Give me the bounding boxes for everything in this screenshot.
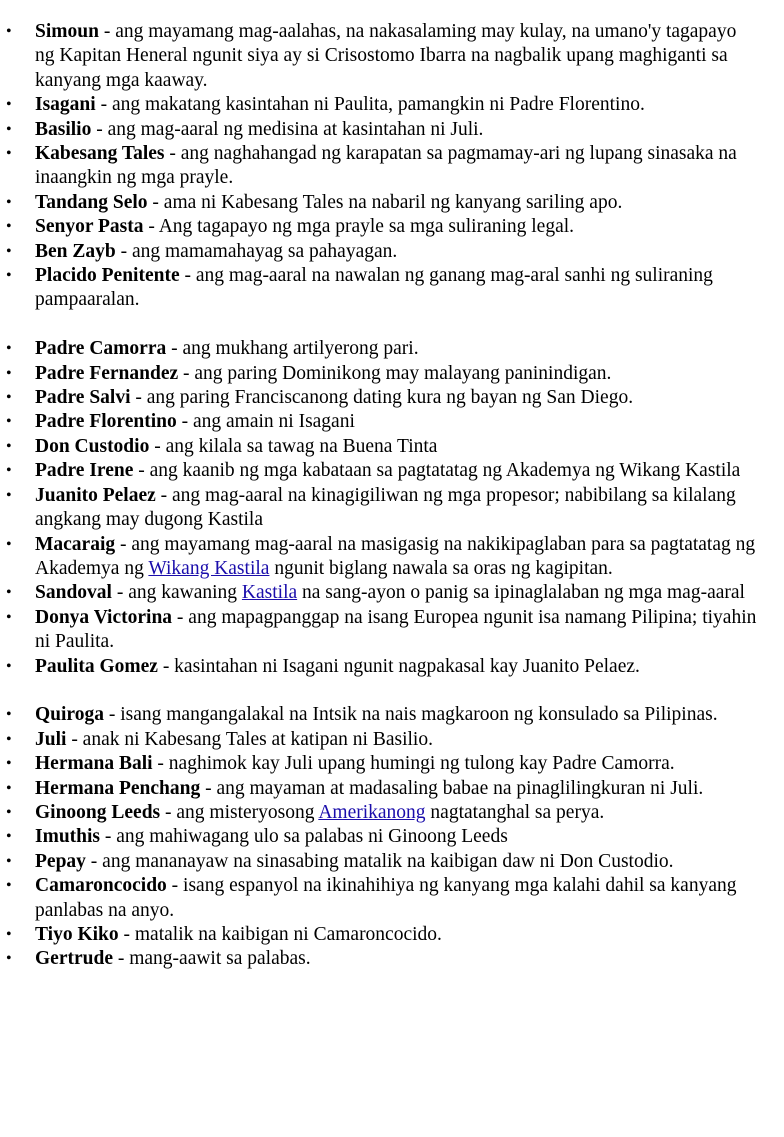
bullet-icon: • <box>6 950 12 968</box>
list-item <box>0 850 784 874</box>
character-name: Padre Fernandez <box>35 362 179 384</box>
character-description: - ang amain ni Isagani <box>176 411 355 433</box>
bullet-icon: • <box>6 364 12 382</box>
character-description: - ang misteryosong <box>160 801 319 823</box>
bullet-icon: • <box>6 96 12 114</box>
character-description: - ang mayamang mag-aalahas, na nakasalaming may kulay, na umano'y tagapayo ng Kapitan Heneral ngunit siya ay si Crisostomo Ibarra na nagbalik upang maghiganti sa kanyang mga kaaway. <box>35 21 737 91</box>
list-item <box>0 240 784 264</box>
character-description: - ang naghahangad ng karapatan sa pagmamay-ari ng lupang sinasaka na inaangkin ng mga prayle. <box>35 143 737 189</box>
character-description: - ang makatang kasintahan ni Paulita, pamangkin ni Padre Florentino. <box>95 94 645 116</box>
bullet-icon: • <box>6 926 12 943</box>
inline-link[interactable]: Amerikanong <box>318 801 426 823</box>
character-name: Juanito Pelaez <box>35 484 156 506</box>
bullet-icon: • <box>6 730 12 748</box>
character-description: nagtatanghal sa perya. <box>425 801 605 823</box>
character-description: - naghimok kay Juli upang humingi ng tulong kay Padre Camorra. <box>152 753 675 775</box>
character-description: - ang kaanib ng mga kabataan sa pagtatatag ng Akademya ng Wikang Kastila <box>133 460 741 482</box>
character-description: - anak ni Kabesang Tales at katipan ni Basilio. <box>66 728 433 750</box>
character-description: - matalik na kaibigan ni Camaroncocido. <box>118 924 442 945</box>
list-item <box>0 142 784 191</box>
list-item <box>0 606 784 655</box>
list-item <box>0 93 784 117</box>
list-item <box>0 215 784 239</box>
bullet-icon: • <box>6 803 12 821</box>
character-name: Hermana Bali <box>35 753 153 775</box>
character-name: Gertrude <box>35 948 113 970</box>
character-description: - isang espanyol na ikinahihiya ng kanyang mga kalahi dahil sa kanyang panlabas na anyo. <box>35 875 737 921</box>
bullet-icon: • <box>6 413 12 431</box>
character-description: - ang mag-aaral na kinagigiliwan ng mga propesor; nabibilang sa kilalang angkang may dugong Kastila <box>35 484 736 531</box>
bullet-icon: • <box>6 218 12 236</box>
bullet-icon: • <box>6 486 12 504</box>
character-name: Don Custodio <box>35 435 150 457</box>
bullet-icon: • <box>6 389 12 407</box>
character-description: - isang mangangalakal na Intsik na nais magkaroon ng konsulado sa Pilipinas. <box>103 704 718 726</box>
character-name: Ben Zayb <box>35 240 116 262</box>
list-item <box>0 923 784 947</box>
list-item <box>0 459 784 483</box>
list-item <box>0 777 784 801</box>
character-group <box>0 20 784 313</box>
list-item <box>0 533 784 582</box>
character-name: Placido Penitente <box>35 265 180 287</box>
character-description: - ama ni Kabesang Tales na nabaril ng kanyang sariling apo. <box>147 191 623 213</box>
character-description: - ang mamamahayag sa pahayagan. <box>115 240 398 262</box>
list-item <box>0 752 784 776</box>
character-name: Tiyo Kiko <box>35 924 119 945</box>
character-description: ngunit biglang nawala sa oras ng kagipitan. <box>269 557 613 579</box>
character-description: - ang mayamang mag-aaral na masigasig na nakikipaglaban para sa pagtatatag ng Akademya ng <box>35 533 756 579</box>
character-name: Senyor Pasta <box>35 216 144 238</box>
character-description: - ang paring Dominikong may malayang paninindigan. <box>178 362 612 384</box>
character-name: Juli <box>35 728 67 750</box>
bullet-icon: • <box>6 608 12 626</box>
list-item <box>0 264 784 313</box>
bullet-icon: • <box>6 755 12 773</box>
bullet-icon: • <box>6 462 12 480</box>
list-item <box>0 581 784 605</box>
character-name: Imuthis <box>35 826 101 848</box>
list-item <box>0 874 784 923</box>
list-item <box>0 435 784 459</box>
inline-link[interactable]: Wikang Kastila <box>148 557 270 579</box>
character-description: na sang-ayon o panig sa ipinaglalaban ng mga mag-aaral <box>297 582 745 604</box>
bullet-icon: • <box>6 145 12 163</box>
bullet-icon: • <box>6 535 12 553</box>
bullet-icon: • <box>6 852 12 870</box>
character-description: - mang-aawit sa palabas. <box>112 948 311 970</box>
character-name: Sandoval <box>35 582 112 604</box>
list-item <box>0 386 784 410</box>
character-name: Macaraig <box>35 533 116 555</box>
list-item <box>0 337 784 361</box>
character-name: Quiroga <box>35 704 104 726</box>
character-description: - ang mananayaw na sinasabing matalik na kaibigan daw ni Don Custodio. <box>85 850 674 872</box>
bullet-icon: • <box>6 242 12 260</box>
character-description: - ang mag-aaral ng medisina at kasintahan ni Juli. <box>91 118 484 140</box>
bullet-icon: • <box>6 877 12 895</box>
character-name: Padre Salvi <box>35 387 131 409</box>
bullet-icon: • <box>6 23 12 40</box>
list-item <box>0 484 784 533</box>
character-description: - ang paring Franciscanong dating kura ng bayan ng San Diego. <box>130 387 634 409</box>
character-description: - ang mag-aaral na nawalan ng ganang mag-aral sanhi ng suliraning pampaaralan. <box>35 265 713 311</box>
list-item <box>0 118 784 142</box>
character-description: - ang mahiwagang ulo sa palabas ni Ginoong Leeds <box>100 826 508 848</box>
bullet-icon: • <box>6 706 12 724</box>
character-description: - kasintahan ni Isagani ngunit nagpakasal kay Juanito Pelaez. <box>157 655 640 677</box>
bullet-icon: • <box>6 340 12 358</box>
list-item <box>0 703 784 727</box>
character-name: Isagani <box>35 94 96 116</box>
character-name: Padre Camorra <box>35 338 167 360</box>
character-name: Hermana Penchang <box>35 777 201 799</box>
character-name: Padre Florentino <box>35 411 177 433</box>
character-description: - ang mapagpanggap na isang Europea ngunit isa namang Pilipina; tiyahin ni Paulita. <box>35 606 757 653</box>
bullet-icon: • <box>6 584 12 602</box>
character-name: Kabesang Tales <box>35 143 165 165</box>
character-name: Tandang Selo <box>35 191 148 213</box>
list-item <box>0 191 784 215</box>
list-item <box>0 362 784 386</box>
character-group <box>0 703 784 971</box>
character-description: - ang kawaning <box>111 582 242 604</box>
character-name: Padre Irene <box>35 460 134 482</box>
character-list <box>0 20 784 972</box>
list-item <box>0 947 784 971</box>
character-name: Pepay <box>35 850 86 872</box>
bullet-icon: • <box>6 779 12 797</box>
bullet-icon: • <box>6 657 12 675</box>
character-description: - ang kilala sa tawag na Buena Tinta <box>149 435 438 457</box>
character-description: - Ang tagapayo ng mga prayle sa mga suliraning legal. <box>143 216 575 238</box>
character-name: Donya Victorina <box>35 606 173 628</box>
list-item <box>0 20 784 93</box>
bullet-icon: • <box>6 437 12 455</box>
bullet-icon: • <box>6 120 12 138</box>
bullet-icon: • <box>6 267 12 285</box>
list-item <box>0 728 784 752</box>
character-name: Basilio <box>35 118 92 140</box>
character-name: Ginoong Leeds <box>35 801 161 823</box>
inline-link[interactable]: Kastila <box>241 582 298 604</box>
bullet-icon: • <box>6 193 12 211</box>
character-name: Camaroncocido <box>35 875 167 897</box>
list-item <box>0 801 784 825</box>
character-description: - ang mayaman at madasaling babae na pinaglilingkuran ni Juli. <box>200 777 704 799</box>
bullet-icon: • <box>6 828 12 846</box>
character-name: Paulita Gomez <box>35 655 158 677</box>
character-name: Simoun <box>35 21 99 42</box>
character-group <box>0 337 784 679</box>
character-description: - ang mukhang artilyerong pari. <box>166 338 419 360</box>
list-item <box>0 825 784 849</box>
list-item <box>0 655 784 679</box>
list-item <box>0 410 784 434</box>
